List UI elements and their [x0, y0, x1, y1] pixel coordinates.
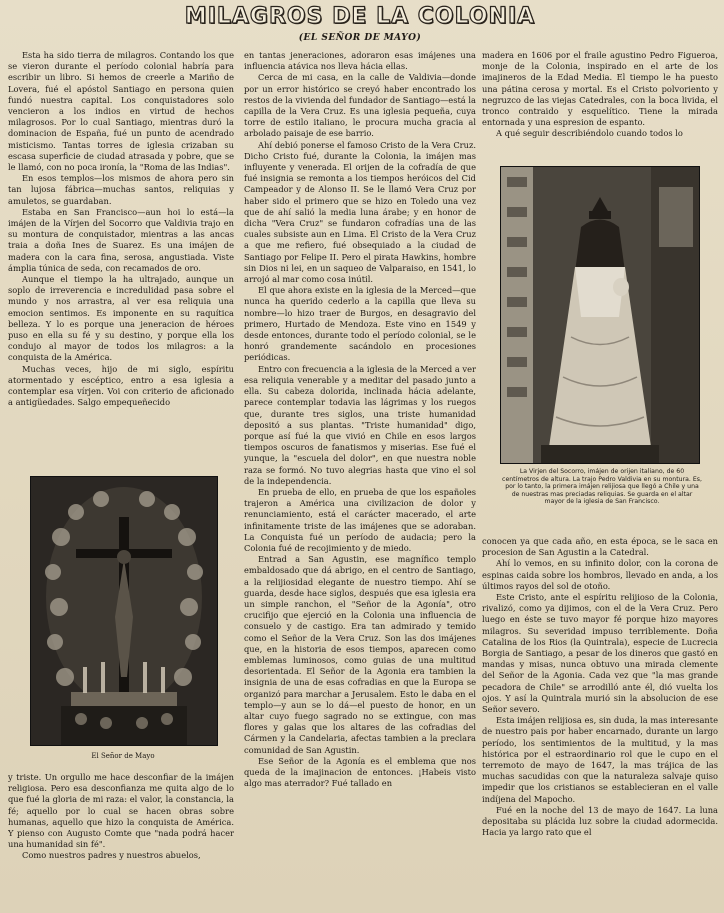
paragraph: en tantas jeneraciones, adoraron esas imájenes una influencia atávica nos lleva hácia ellas. [244, 50, 476, 72]
paragraph: Ahí debió ponerse el famoso Cristo de la Vera Cruz. Dicho Cristo fué, durante la Colonia, la imájen mas influyente y venerada. El orijen de la cofradía de que fué insignia se remonta a los tiempos heróicos del Cid Campeador y de Alonso II. Se le llamó Vera Cruz por haber sido el primero que se hizo en Toledo una vez que de ahí salió la media luna árabe; y en honor de dicha "Vera Cruz" se fundaron cofradías una de las cuales subsiste aun en Lima. El Cristo de la Vera Cruz a que me refiero, fué obsequiado a la ciudad de Santiago por Felipe II. Pero el pirata Hawkins, hombre sin Dios ni lei, en un saqueo de Valparaiso, en 1541, lo arrojó al mar como cosa inútil. [244, 139, 476, 285]
paragraph: Ahí lo vemos, en su infinito dolor, con la corona de espinas caida sobre los hombros, llevado en anda, a los últimos rayos del sol de otoño. [482, 558, 718, 591]
paragraph: y triste. Un orgullo me hace desconfiar de la imájen religiosa. Pero esa desconfianza me quita algo de lo que fué la gloria de mi raza: el valor, la constancia, la fé; aquello por lo cual se hacen obras sobre humanas, aquello que hizo la conquista de América. Y pienso con Augusto Comte que "nada podrá hacer una humanidad sin fé". [8, 772, 234, 850]
crucifix-photo-illustration [31, 477, 217, 745]
column-3-top [482, 50, 718, 160]
paragraph: El que ahora existe en la iglesia de la Merced—que nunca ha querido cederlo a la capilla que lleva su nombre—lo hizo traer de Burgos, en desagravio del primero, Hurtado de Mendoza. Este vino en 1549 y desde entonces, durante todo el período colonial, se le honró grandemente sacándolo en procesiones periódicas. [244, 285, 476, 363]
column-3-bottom [482, 536, 718, 912]
paragraph: En prueba de ello, en prueba de que los españoles trajeron a América una civilizacion de dolor y renunciamiento, está el carácter macerado, el arte infinitamente triste de las imájenes que se adoraban. La Conquista fué un período de audacia; pero la Colonia fué de recojimiento y de miedo. [244, 486, 476, 553]
paragraph: Muchas veces, hijo de mi siglo, espíritu atormentado y escéptico, entro a esa iglesia a contemplar esa vírjen. Voi con criterio de aficionado a antigüedades. Salgo empequeñecido [8, 363, 234, 408]
paragraph: Como nuestros padres y nuestros abuelos, [22, 850, 201, 861]
paragraph: Fué en la noche del 13 de mayo de 1647. La luna depositaba su plácida luz sobre la ciudad adormecida. Hacia ya largo rato que el [482, 804, 718, 838]
column-1-top [8, 50, 234, 470]
paragraph: Estaba en San Francisco—aun hoi lo está—la imájen de la Vírjen del Socorro que Valdivia trajo en su montura de conquistador, mientras a las ancas traia a doña Ines de Suarez. Es una imájen de madera con la cara fina, serosa, angustiada. Viste ámplia túnica de seda, con recamados de oro. [8, 206, 234, 273]
paragraph: Entro con frecuencia a la iglesia de la Merced a ver esa reliquia venerable y a meditar del pasado junto a ella. Su cabeza dolorida, inclinada hácia adelante, parece contemplar todavia las lágrimas y los ruegos que, durante tres siglos, una triste humanidad depositó a sus plantas. "Triste humanidad" digo, porque así fué la que vivió en Chile en esos largos tiempos oscuros de fanatismos y miserias. Ese fué el yunque, la "escuela del dolor", en que nuestra noble raza se formó. No tuvo alegrias hasta que vino el sol de la independencia. [244, 363, 476, 486]
paragraph: conocen ya que cada año, en esta época, se le saca en procesion de San Agustin a la Catedral. [482, 536, 718, 558]
paragraph: Entrad a San Agustin, ese magnífico templo embaldosado que dá abrigo, en el centro de Santiago, a la relijiosidad elegante de nuestro tiempo. Ahí se guarda, desde hace siglos, después que esa iglesia era un simple ranchon, el "Señor de la Agonía", otro crucifijo que ejerció en la Colonia una influencia de consuelo y de castigo. Era tan admirado y temido como el Señor de la Vera Cruz. Son las dos imájenes que, en la historia de esos tiempos, aparecen como emblemas luminosos, como guias de una multitud desorientada. El Señor de la Agonia era tambien la insignia de una de esas cofradias en que la Europa se organizó para marchar a Jerusalem. Esto le daba en el templo—y aun se lo dá—el puesto de honor, en un altar cuyo fuego sagrado no se extingue, con mas flores y galas que los altares de las cofradias del Cármen y la Candelaria, afectas tambien a la preclara comunidad de San Agustin. [244, 554, 476, 755]
paragraph: En esos templos—los mismos de ahora pero sin tan lujosa fábrica—muchas santos, reliquias y amuletos, se guardaban. [8, 173, 234, 206]
paragraph: Esta ha sido tierra de milagros. Contando los que se vieron durante el período colonial habría para escribir un libro. Si hemos de creerle a Mariño de Lovera, fué el apóstol Santiago en persona quien fundó nuestra capital. Los conquistadores solo vencieron a los indios en virtud de hechos milagrosos. Por lo cual Santiago, mientras duró la dominacion de España, fué un punto de acendrado misticismo. Tantas torres de iglesia crizaban su escasa superficie de ciudad atrasada y pobre, que se le llamó, con no poca ironía, la "Roma de las Indias". [8, 50, 234, 173]
photo-1-caption: El Señor de Mayo [91, 752, 155, 760]
paragraph: Ese Señor de la Agonía es el emblema que nos queda de la imajinacion de entonces. ¡Habeis visto algo mas aterrador? Fué tallado en [244, 755, 476, 789]
photo-senor-de-mayo [30, 476, 218, 746]
paragraph: madera en 1606 por el fraile agustino Pedro Figueroa, monje de la Colonia, inspirado en el arte de los imajineros de la Edad Media. El tiempo le ha puesto una pátina cerosa y mortal. Es el Cristo polvoriento y negruzco de las viejas Catedrales, con la boca livida, el tronco contraido y esquelítico. Tiene la mirada entornada y una espresion de espanto. [482, 50, 718, 128]
photo-virjen-del-socorro [500, 166, 700, 464]
photo-2-caption: La Virjen del Socorro, imájen de orijen italiano, de 60 centímetros de altura. La trajo Pedro Valdivia en su montura. Es, por lo tanto, la primera imájen relijiosa que llegó a Chile y una de nuestras mas preciadas reliquias. Se guarda en el altar mayor de la iglesia de San Francisco. [502, 468, 702, 506]
article-subtitle: (EL SEÑOR DE MAYO) [298, 33, 422, 43]
paragraph: Aunque el tiempo la ha ultrajado, aunque un soplo de irreverencia e incredulidad pasa sobre el mundo y nos arrastra, al ver esa reliquia una emocion sentimos. Es imponente en su raquítica belleza. Y lo es porque una jeneracion de héroes puso en ella su fé y su destino, y porque ella los condujo al mayor de todos los milagros: a la conquista de la América. [8, 274, 234, 363]
paragraph: Esta imájen relijiosa es, sin duda, la mas interesante de nuestro pais por haber encarnado, durante un largo período, los sentimientos de la multitud, y la mas histórica por el estraordinario rol que le cupo en el terremoto de mayo de 1647, la mas trájica de las muchas sacudidas con que la naturaleza salvaje quiso impedir que los cristianos se establecieran en el valle indíjena del Mapocho. [482, 715, 718, 804]
virgin-statue-photo-illustration [501, 167, 699, 463]
paragraph: A qué seguir describiéndolo cuando todos lo [496, 128, 683, 139]
paragraph: Este Cristo, ante el espíritu relijioso de la Colonia, rivalizó, como ya dijimos, con el de la Vera Cruz. Pero luego en éste se tuvo mayor fé porque hizo mayores milagros. Su severidad impuso terriblemente. Doña Catalina de los Rios (la Quintrala), especie de Lucrecia Borgia de Santiago, a pesar de los dineros que gastó en mandas y misas, nunca obtuvo una mirada clemente del Señor de la Agonia. Cada vez que "la mas grande pecadora de Chile" se arrodilló ante él, dió vuelta los ojos. Y así la Quintrala murió sin la absolucion de ese Señor severo. [482, 592, 718, 715]
column-2 [244, 50, 476, 912]
paragraph: Cerca de mi casa, en la calle de Valdivia—donde por un error histórico se creyó haber encontrado los restos de la vivienda del fundador de Santiago—está la capilla de la Vera Cruz. Es una iglesia pequeña, cuya torre de estilo italiano, le procura mucha gracia al arbolado paisaje de ese barrio. [244, 72, 476, 139]
column-1-bottom [8, 772, 234, 912]
article-title: MILAGROS DE LA COLONIA [184, 4, 536, 29]
